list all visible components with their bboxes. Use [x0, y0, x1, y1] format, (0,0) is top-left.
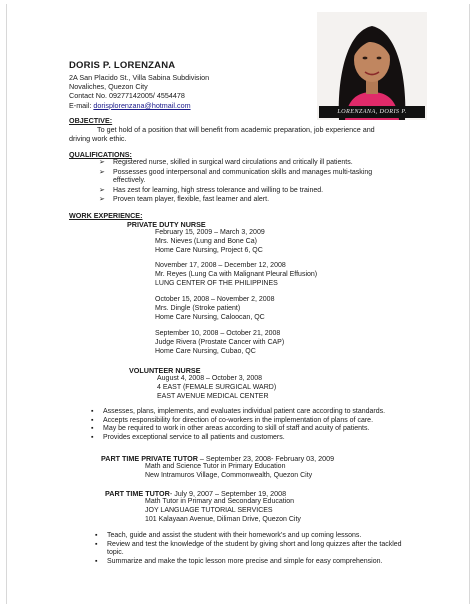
nurse-duties-list — [89, 408, 419, 443]
tutor-company: JOY LANGUAGE TUTORIAL SERVICES — [145, 506, 273, 514]
volunteer-hospital: EAST AVENUE MEDICAL CENTER — [157, 392, 269, 400]
objective-line-2: driving work ethic. — [69, 134, 127, 144]
volunteer-entry — [157, 375, 276, 402]
entry-dates: November 17, 2008 – December 12, 2008 — [155, 262, 286, 269]
work-entry — [155, 229, 265, 256]
volunteer-ward: 4 EAST (FEMALE SURGICAL WARD) — [157, 383, 277, 391]
objective-text — [69, 125, 399, 144]
entry-patient: Mrs. Dingle (Stroke patient) — [155, 304, 241, 312]
tutor-place: New Intramuros Village, Commonwealth, Quezon City — [145, 471, 313, 479]
email-row — [69, 101, 209, 110]
photo-caption: LORENZANA, DORIS P. — [319, 106, 425, 118]
objective-heading: OBJECTIVE: — [69, 116, 113, 125]
qualification-item: ➢ Has zest for learning, high stress tolerance and willing to be trained. — [99, 187, 399, 196]
objective-line-1: To get hold of a position that will benefit from academic preparation, job experience and — [97, 125, 375, 134]
contact-number: Contact No. 09277142005/ 4554478 — [69, 91, 185, 101]
qualifications-list — [99, 159, 399, 206]
tutor-address: 101 Kalayaan Avenue, Diliman Drive, Quezon City — [145, 515, 301, 523]
resume-page — [6, 4, 470, 604]
entry-dates: February 15, 2009 – March 3, 2009 — [155, 229, 265, 236]
private-duty-title: PRIVATE DUTY NURSE — [127, 220, 206, 229]
address-line-1: 2A San Placido St., Villa Sabina Subdivision — [69, 73, 210, 82]
entry-place: Home Care Nursing, Project 6, QC — [155, 246, 263, 254]
duty-item: ▪ Summarize and make the topic lesson more precise and simple for easy comprehension. — [93, 558, 405, 567]
entry-dates: October 15, 2008 – November 2, 2008 — [155, 296, 275, 303]
qualification-item: ➢ Proven team player, flexible, fast learner and alert. — [99, 196, 399, 205]
tutor-duties-list — [93, 532, 405, 567]
entry-patient: Mr. Reyes (Lung Ca with Malignant Pleural Effusion) — [155, 270, 318, 278]
part-time-tutor-heading — [105, 489, 286, 498]
qualification-item: ➢ Registered nurse, skilled in surgical ward circulations and critically ill patients. — [99, 159, 399, 168]
duty-item: ▪ Provides exceptional service to all patients and customers. — [89, 434, 419, 443]
part-time-tutor-entry — [145, 498, 301, 525]
work-entry — [155, 262, 317, 289]
private-tutor-title: PART TIME PRIVATE TUTOR — [101, 454, 198, 463]
entry-patient: Judge Rivera (Prostate Cancer with CAP) — [155, 338, 285, 346]
entry-place: Home Care Nursing, Cubao, QC — [155, 347, 256, 355]
work-entry — [155, 296, 274, 323]
contact-block — [69, 73, 209, 110]
email-label: E-mail: — [69, 100, 94, 110]
address-line-2: Novaliches, Quezon City — [69, 82, 148, 92]
private-tutor-dates: – September 23, 2008- February 03, 2009 — [197, 454, 335, 463]
entry-dates: September 10, 2008 – October 21, 2008 — [155, 330, 281, 337]
volunteer-nurse-title: VOLUNTEER NURSE — [129, 366, 201, 375]
part-time-tutor-title: PART TIME TUTOR — [105, 489, 170, 498]
applicant-name: DORIS P. LORENZANA — [69, 60, 176, 71]
duty-item: ▪ Review and test the knowledge of the student by giving short and long quizzes after the tackled topic. — [93, 541, 405, 558]
private-tutor-heading — [101, 454, 334, 463]
duty-item: ▪ Accepts responsibility for direction of co-workers in the implementation of plans of care. — [89, 417, 419, 426]
qualifications-heading: QUALIFICATIONS: — [69, 150, 132, 159]
duty-item: ▪ May be required to work in other areas according to skill of staff and acuity of patients. — [89, 425, 419, 434]
tutor-role: Math and Science Tutor in Primary Education — [145, 463, 286, 470]
entry-patient: Mrs. Nieves (Lung and Bone Ca) — [155, 237, 257, 245]
profile-photo — [317, 12, 427, 120]
tutor-role: Math Tutor in Primary and Secondary Education — [145, 498, 295, 505]
volunteer-dates: August 4, 2008 – October 3, 2008 — [157, 375, 263, 382]
duty-item: ▪ Assesses, plans, implements, and evaluates individual patient care according to standards. — [89, 408, 419, 417]
email-link[interactable]: dorisplorenzana@hotmail.com — [93, 100, 191, 110]
portrait-image — [317, 12, 427, 120]
qualification-item: ➢ Possesses good interpersonal and communication skills and manages multi-tasking effectively. — [99, 169, 399, 187]
duty-item: ▪ Teach, guide and assist the student with their homework’s and up coming lessons. — [93, 532, 405, 541]
work-entry — [155, 330, 284, 357]
entry-place: LUNG CENTER OF THE PHILIPPINES — [155, 279, 278, 287]
entry-place: Home Care Nursing, Caloocan, QC — [155, 313, 265, 321]
private-tutor-entry — [145, 463, 312, 481]
work-experience-heading: WORK EXPERIENCE: — [69, 211, 143, 220]
part-time-tutor-dates: - July 9, 2007 – September 19, 2008 — [169, 489, 287, 498]
